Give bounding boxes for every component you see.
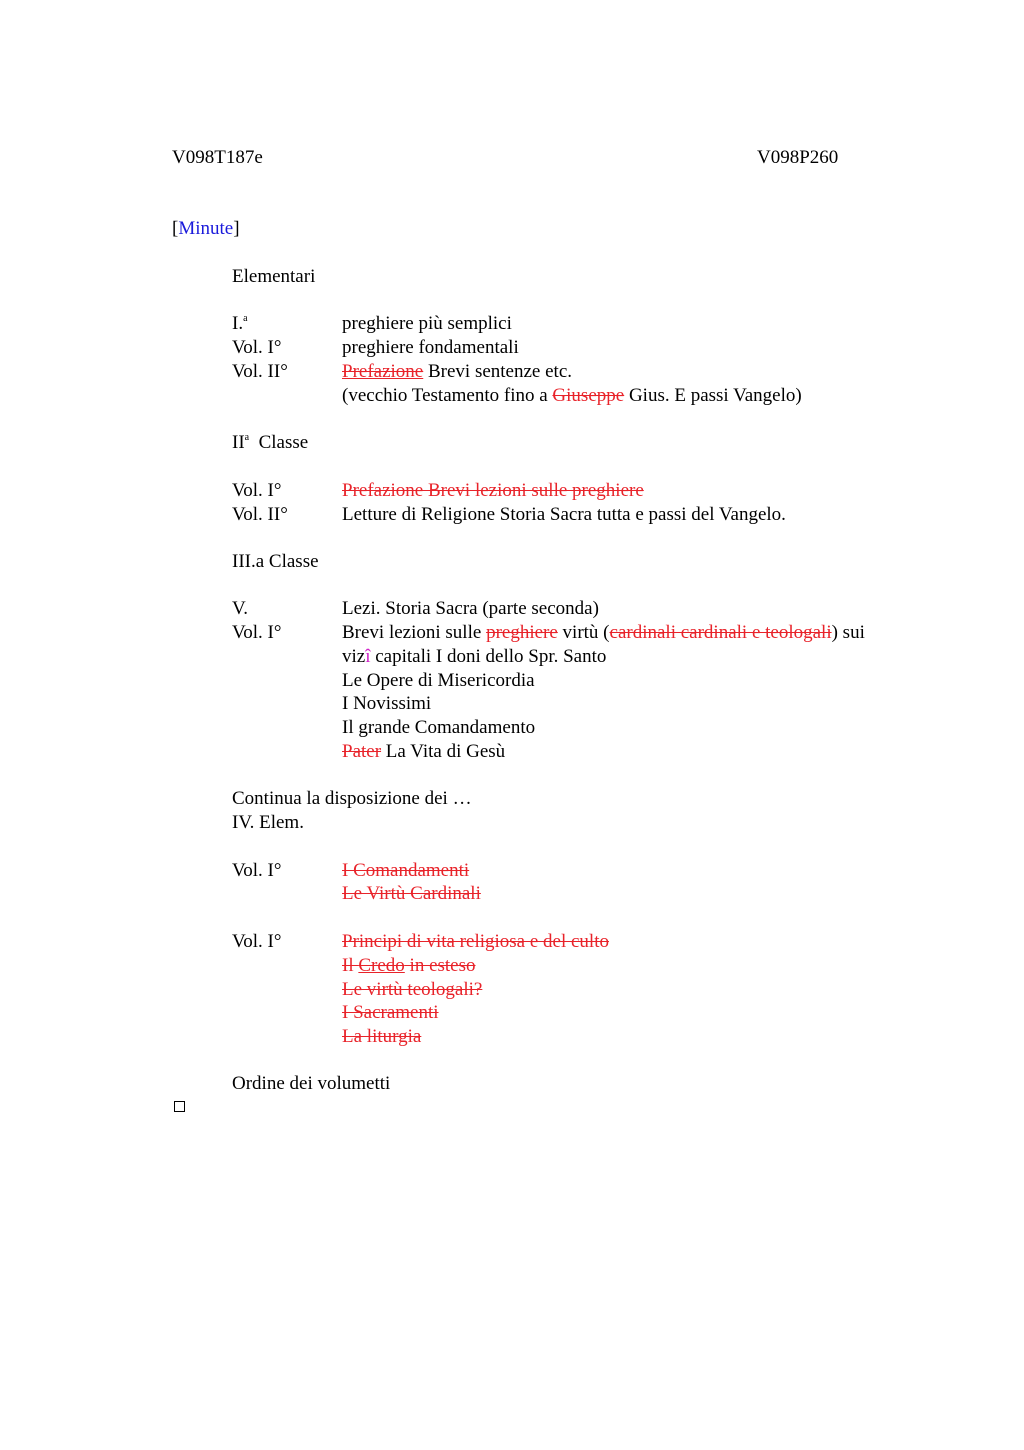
elementari-heading: Elementari <box>232 266 316 287</box>
bracket-close: ] <box>233 218 240 239</box>
third-v-label: V. <box>232 598 249 619</box>
deleted-text: cardinali cardinali e teologali <box>609 622 832 643</box>
second-vol1-deleted: Prefazione Brevi lezioni sulle preghiere <box>342 480 644 501</box>
second-vol1-label: Vol. I° <box>232 480 282 501</box>
first-vol1-label: Vol. I° <box>232 337 282 358</box>
deleted-text: Pater <box>342 741 382 762</box>
deleted-text: preghiere <box>486 622 558 643</box>
document-code-right: V098P260 <box>757 147 839 168</box>
deleted-text: Prefazione <box>342 361 424 382</box>
end-box-icon <box>174 1101 185 1112</box>
third-vol-line-2: vizî capitali I doni dello Spr. Santo <box>342 646 607 667</box>
third-class-heading: III.a Classe <box>232 551 319 572</box>
fourth-vol-a-item-2: Le Virtù Cardinali <box>342 883 481 904</box>
document-code-left: V098T187e <box>172 147 263 168</box>
fourth-vol-b-line-4: I Sacramenti <box>342 1002 439 1023</box>
fourth-vol-a-item-1: I Comandamenti <box>342 860 470 881</box>
third-vol-line-4: I Novissimi <box>342 693 432 714</box>
first-vol2-continuation: (vecchio Testamento fino a Giuseppe Gius. E passi Vangelo) <box>342 385 802 406</box>
fourth-vol-b-label: Vol. I° <box>232 931 282 952</box>
fourth-heading: IV. Elem. <box>232 812 304 833</box>
first-vol2-text: Prefazione Brevi sentenze etc. <box>342 361 572 382</box>
fourth-vol-b-line-2: Il Credo in esteso <box>342 955 476 976</box>
fourth-vol-b-line-5: La liturgia <box>342 1026 422 1047</box>
third-v-text: Lezi. Storia Sacra (parte seconda) <box>342 598 599 619</box>
third-vol-line-1: Brevi lezioni sulle preghiere virtù (cardinali cardinali e teologali) sui <box>342 622 865 643</box>
inserted-mark: î <box>365 646 371 667</box>
second-class-heading: $II^a$ Classe <box>232 432 309 453</box>
section-title: Minute <box>178 218 234 239</box>
first-vol1-text: preghiere fondamentali <box>342 337 519 358</box>
second-vol2-text: Letture di Religione Storia Sacra tutta e passi del Vangelo. <box>342 504 786 525</box>
first-vol2-label: Vol. II° <box>232 361 288 382</box>
third-vol-label: Vol. I° <box>232 622 282 643</box>
third-vol-line-6: Pater La Vita di Gesù <box>342 741 506 762</box>
section-heading <box>172 217 240 241</box>
fourth-vol-b-line-1: Principi di vita religiosa e del culto <box>342 931 609 952</box>
third-vol-line-3: Le Opere di Misericordia <box>342 670 535 691</box>
third-vol-line-5: Il grande Comandamento <box>342 717 536 738</box>
fourth-vol-b-line-3: Le virtù teologali? <box>342 979 483 1000</box>
ordine-line: Ordine dei volumetti <box>232 1073 391 1094</box>
continua-line: Continua la disposizione dei … <box>232 788 472 809</box>
fourth-vol-a-label: Vol. I° <box>232 860 282 881</box>
first-class-label: I.$^a$ <box>232 313 248 334</box>
deleted-text: Giuseppe <box>552 385 625 406</box>
first-row-text: preghiere più semplici <box>342 313 512 334</box>
bracket-open: [ <box>172 218 179 239</box>
second-vol2-label: Vol. II° <box>232 504 288 525</box>
